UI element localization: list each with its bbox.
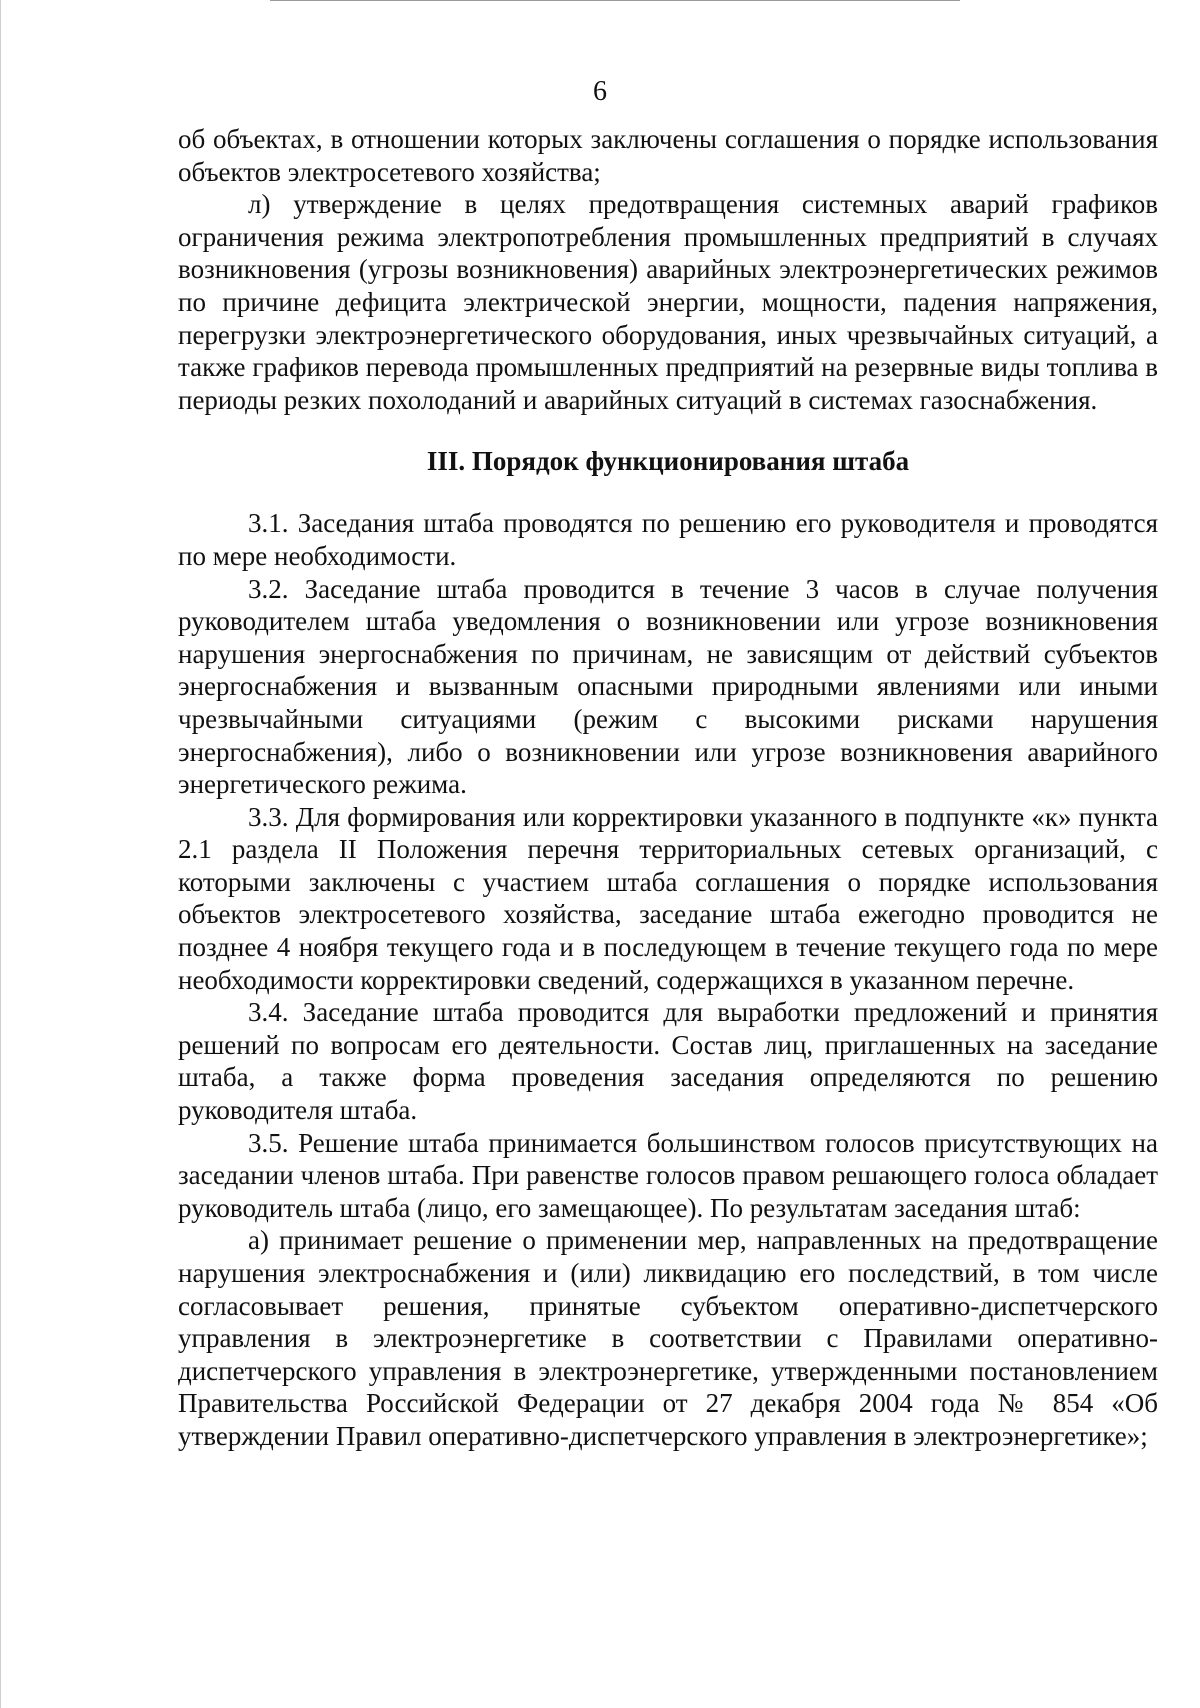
document-body (178, 123, 1158, 1453)
spacer (178, 416, 1158, 445)
scan-left-edge (0, 0, 1, 1708)
section-heading: III. Порядок функционирования штаба (426, 446, 910, 477)
paragraph-3-2: 3.2. Заседание штаба проводится в течение 3 часов в случае получения руководителем штаба уведомления о возникновении или угрозе возникновения нарушения энергоснабжения по причинам, не зависящим от действий субъектов энергоснабжения и вызванным опасными природными явлениями или иными чрезвычайными ситуациями (режим с высокими рисками нарушения энергоснабжения), либо о возникновении или угрозе возникновения аварийного энергетического режима. (178, 573, 1158, 800)
paragraph-item-l: л) утверждение в целях предотвращения системных аварий графиков ограничения режима электропотребления промышленных предприятий в случаях возникновения (угрозы возникновения) аварийных электроэнергетических режимов по причине дефицита электрической энергии, мощности, падения напряжения, перегрузки электроэнергетического оборудования, иных чрезвычайных ситуаций, а также графиков перевода промышленных предприятий на резервные виды топлива в периоды резких похолоданий и аварийных ситуаций в системах газоснабжения. (178, 189, 1158, 415)
paragraph-3-3: 3.3. Для формирования или корректировки указанного в подпункте «к» пункта 2.1 раздела II Положения перечня территориальных сетевых организаций, с которыми заключены с участием штаба соглашения о порядке использования объектов электросетевого хозяйства, заседание штаба ежегодно проводится не позднее 4 ноября текущего года и в последующем в течение текущего года по мере необходимости корректировки сведений, содержащихся в указанном перечне. (178, 801, 1158, 995)
scan-top-rule (270, 0, 960, 1)
paragraph-3-4: 3.4. Заседание штаба проводится для выработки предложений и принятия решений по вопросам его деятельности. Состав лиц, приглашенных на заседание штаба, а также форма проведения заседания определяются по решению руководителя штаба. (178, 997, 1158, 1126)
paragraph-3-1: 3.1. Заседания штаба проводятся по решению его руководителя и проводятся по мере необходимости. (178, 508, 1158, 571)
spacer (178, 477, 1158, 507)
page-number: 6 (593, 76, 607, 107)
paragraph-3-5: 3.5. Решение штаба принимается большинством голосов присутствующих на заседании членов штаба. При равенстве голосов правом решающего голоса обладает руководитель штаба (лицо, его замещающее). По результатам заседания штаб: (178, 1127, 1158, 1223)
paragraph-continuation: об объектах, в отношении которых заключены соглашения о порядке использования объектов электросетевого хозяйства; (178, 124, 1158, 187)
paragraph-item-a: а) принимает решение о применении мер, направленных на предотвращение нарушения электроснабжения и (или) ликвидацию его последствий, в том числе согласовывает решения, принятые субъектом оперативно-диспетчерского управления в электроэнергетике в соответствии с Правилами оперативно-диспетчерского управления в электроэнергетике, утвержденными постановлением Правительства Российской Федерации от 27 декабря 2004 года № 854 «Об утверждении Правил оперативно-диспетчерского управления в электроэнергетике»; (178, 1225, 1158, 1451)
